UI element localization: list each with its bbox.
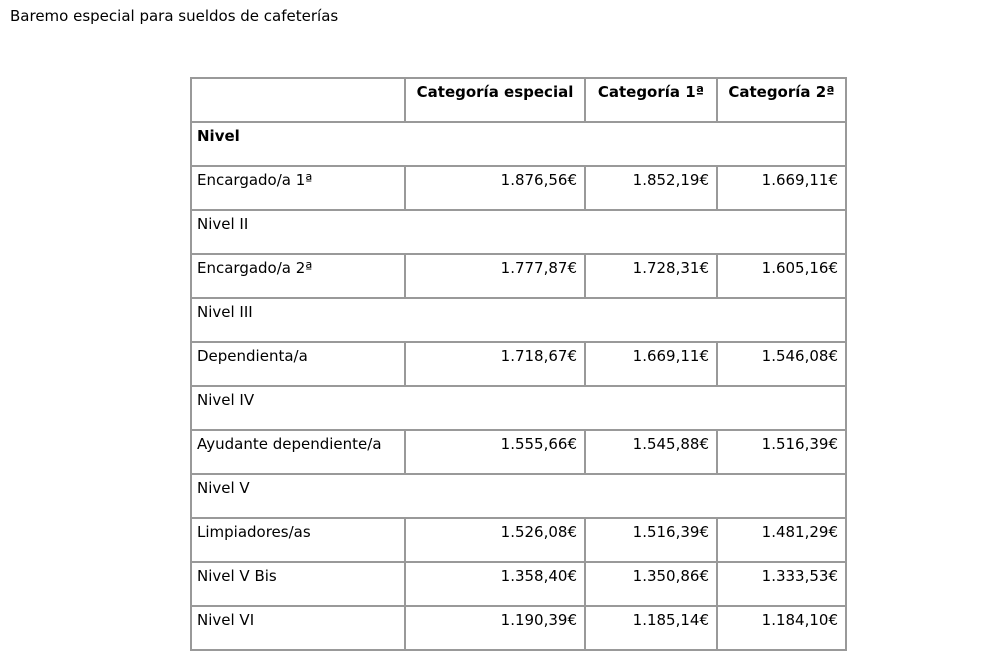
table-row-dependienta <box>191 342 846 386</box>
value-cell: 1.777,87€ <box>405 254 585 298</box>
value-cell: 1.185,14€ <box>585 606 717 650</box>
page-title: Baremo especial para sueldos de cafeterías <box>10 7 339 25</box>
table-row-encargado-1 <box>191 166 846 210</box>
table-row-nivel-vi <box>191 606 846 650</box>
row-label-cell: Limpiadores/as <box>191 518 405 562</box>
salary-table <box>190 77 847 651</box>
value-cell: 1.669,11€ <box>585 342 717 386</box>
value-cell: 1.718,67€ <box>405 342 585 386</box>
row-label-cell: Nivel VI <box>191 606 405 650</box>
value-cell: 1.481,29€ <box>717 518 846 562</box>
value-cell: 1.876,56€ <box>405 166 585 210</box>
value-cell: 1.605,16€ <box>717 254 846 298</box>
table-row-encargado-2 <box>191 254 846 298</box>
value-cell: 1.190,39€ <box>405 606 585 650</box>
section-label-cell: Nivel III <box>191 298 846 342</box>
row-label-cell: Encargado/a 2ª <box>191 254 405 298</box>
value-cell: 1.516,39€ <box>585 518 717 562</box>
column-header-categoria-1: Categoría 1ª <box>585 78 717 122</box>
section-label-cell: Nivel V <box>191 474 846 518</box>
value-cell: 1.555,66€ <box>405 430 585 474</box>
table-row-ayudante <box>191 430 846 474</box>
section-label-cell: Nivel IV <box>191 386 846 430</box>
column-header-empty <box>191 78 405 122</box>
value-cell: 1.184,10€ <box>717 606 846 650</box>
value-cell: 1.545,88€ <box>585 430 717 474</box>
table-row-nivel-v-bis <box>191 562 846 606</box>
section-label-cell: Nivel II <box>191 210 846 254</box>
section-label-cell: Nivel <box>191 122 846 166</box>
table-row-limpiadores <box>191 518 846 562</box>
section-row-nivel-v <box>191 474 846 518</box>
column-header-categoria-2: Categoría 2ª <box>717 78 846 122</box>
value-cell: 1.669,11€ <box>717 166 846 210</box>
value-cell: 1.526,08€ <box>405 518 585 562</box>
value-cell: 1.546,08€ <box>717 342 846 386</box>
column-header-categoria-especial: Categoría especial <box>405 78 585 122</box>
value-cell: 1.728,31€ <box>585 254 717 298</box>
value-cell: 1.333,53€ <box>717 562 846 606</box>
value-cell: 1.516,39€ <box>717 430 846 474</box>
section-row-nivel-iii <box>191 298 846 342</box>
section-row-nivel-iv <box>191 386 846 430</box>
row-label-cell: Dependienta/a <box>191 342 405 386</box>
row-label-cell: Nivel V Bis <box>191 562 405 606</box>
value-cell: 1.852,19€ <box>585 166 717 210</box>
row-label-cell: Ayudante dependiente/a <box>191 430 405 474</box>
value-cell: 1.350,86€ <box>585 562 717 606</box>
section-row-nivel-ii <box>191 210 846 254</box>
table-header-row <box>191 78 846 122</box>
row-label-cell: Encargado/a 1ª <box>191 166 405 210</box>
value-cell: 1.358,40€ <box>405 562 585 606</box>
section-row-nivel <box>191 122 846 166</box>
